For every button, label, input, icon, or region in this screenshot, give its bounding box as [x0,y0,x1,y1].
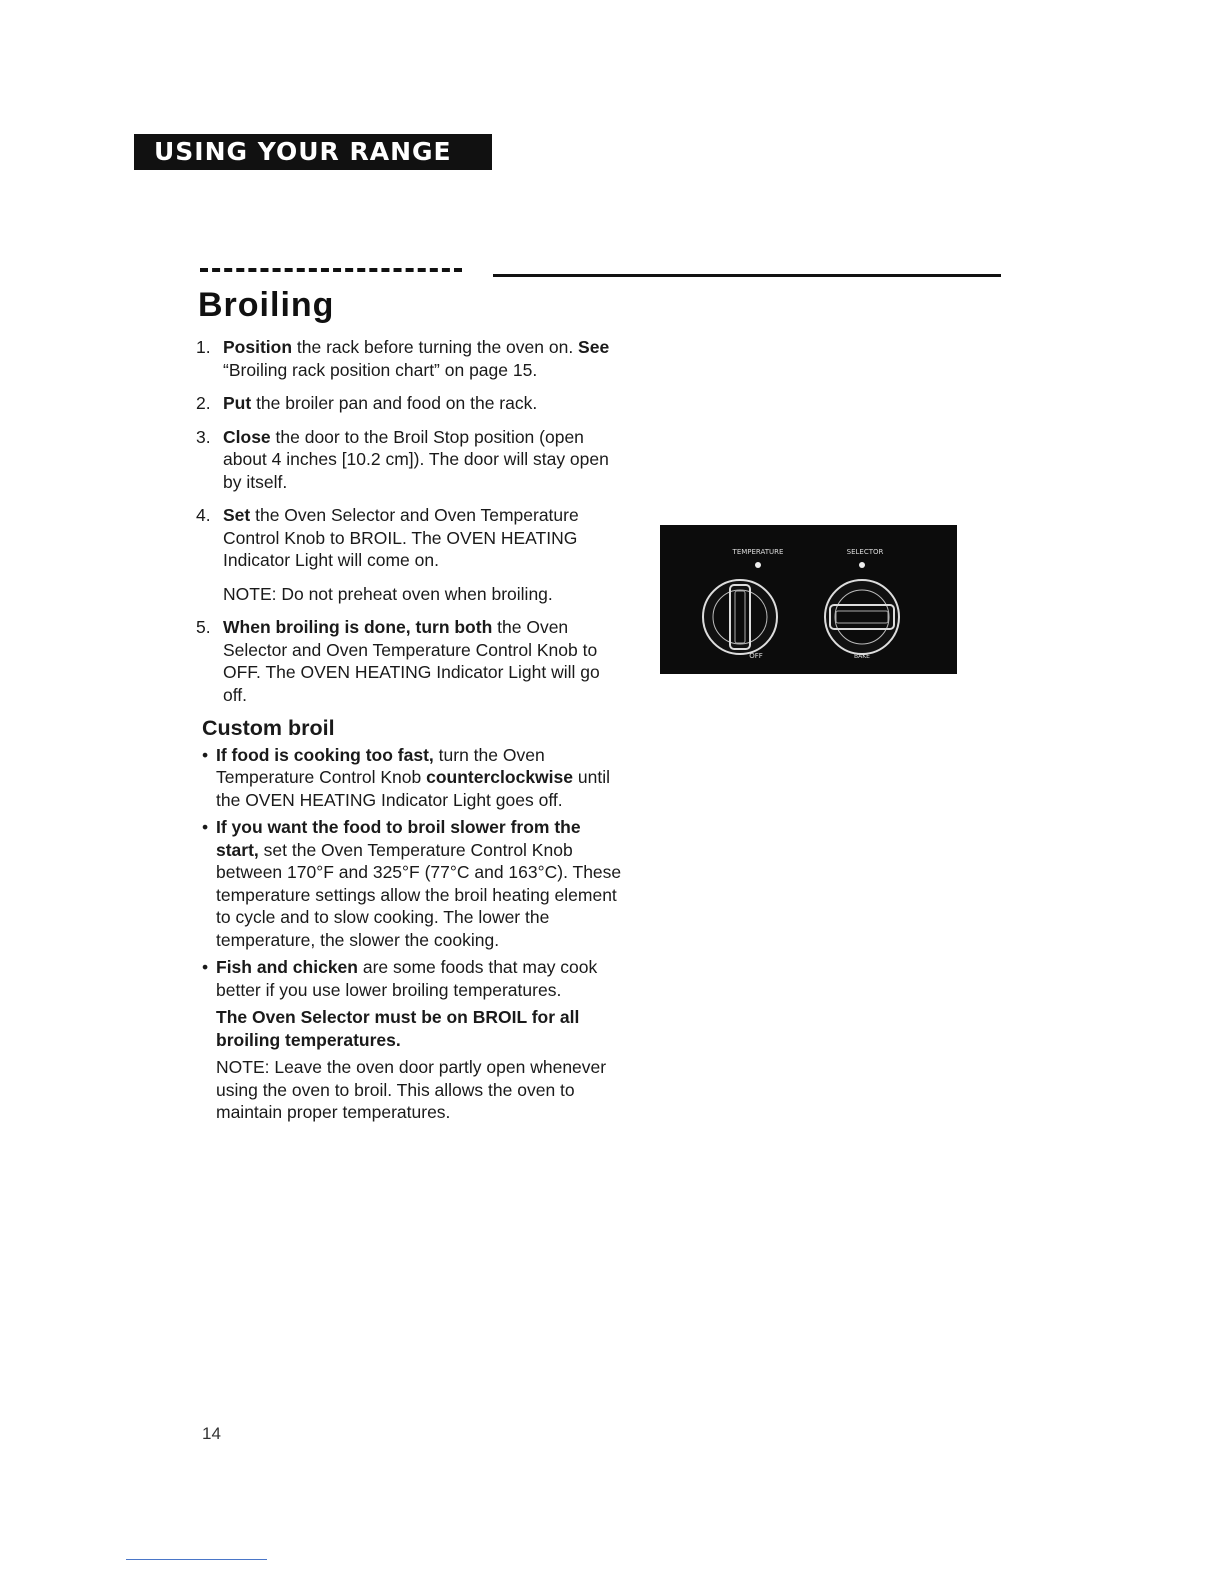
list-item [202,956,622,1001]
temperature-pointer [755,562,761,568]
step-number: 5. [196,617,211,637]
step-number: 4. [196,505,211,525]
step-text: the broiler pan and food on the rack. [251,393,538,413]
section-banner: USING YOUR RANGE [134,134,492,170]
selector-knob-label: SELECTOR [846,548,884,556]
bullet-text: turn the Oven Temperature Control Knob [216,744,545,787]
custom-broil-list [196,744,622,1124]
bullet-lead: counterclockwise [426,767,573,787]
step-lead: Position [223,337,293,357]
title-dashed-rule [200,268,462,272]
step-text: “Broiling rack position chart” on page 15. [223,359,538,380]
custom-broil-heading: Custom broil [202,716,335,740]
broiling-steps [196,336,622,1129]
bullet-text: are some foods that may cook better if you use lower broiling temperatures. [216,957,598,1000]
bullet-lead: If food is cooking too fast, [216,744,434,765]
step-text: the door to the Broil Stop position (open about 4 inches [10.2 cm]). The door will stay open by itself. [223,426,609,492]
list-item [202,816,622,951]
page-title: Broiling [198,286,335,324]
footer-rule [126,1559,267,1560]
step-lead: When broiling is done, turn both [223,617,493,637]
bullet-lead: Fish and chicken [216,957,358,977]
step-text: the rack before turning the oven on. [292,337,579,357]
step-4 [196,504,616,605]
title-rule [493,274,1001,277]
selector-pointer [859,562,865,568]
step-note: NOTE: Do not preheat oven when broiling. [223,583,553,604]
broil-warning [202,1006,622,1051]
bullet-text: set the Oven Temperature Control Knob between 170°F and 325°F (77°C and 163°C). These temperature settings allow the broil heating element to cycle and to slow cooking. The lower the temperature, the slower the cooking. [216,839,622,950]
step-5 [196,616,616,706]
oven-knobs-figure [660,525,957,674]
temperature-knob-label: TEMPERATURE [732,548,784,556]
bullet-lead: If you want the food to broil slower from the start, [216,817,581,860]
step-lead: Close [223,426,271,447]
step-number: 1. [196,337,211,357]
bullet-text: until the OVEN HEATING Indicator Light goes off. [216,767,610,810]
step-2 [196,392,616,415]
step-1 [196,336,616,381]
list-item [202,744,622,812]
broil-note: NOTE: Leave the oven door partly open whenever using the oven to broil. This allows the oven to maintain proper temperatures. [216,1057,607,1122]
step-number: 3. [196,426,211,447]
bullet-icon: • [202,744,209,765]
step-number: 2. [196,393,211,413]
temperature-knob-off-mark: OFF [749,652,763,660]
step-lead: Put [223,393,252,413]
bullet-icon: • [202,817,209,837]
temperature-knob [703,580,777,660]
page-number: 14 [202,1424,221,1443]
step-lead: Set [223,505,251,525]
step-text: the Oven Selector and Oven Temperature Control Knob to BROIL. The OVEN HEATING Indicator Light will come on. [223,505,579,570]
step-3 [196,426,616,494]
bullet-icon: • [202,957,209,977]
step-text: the Oven Selector and Oven Temperature Control Knob to OFF. The OVEN HEATING Indicator Light will go off. [223,617,600,705]
selector-knob-bake-mark: BAKE [854,653,870,660]
oven-knobs-illustration [660,525,957,674]
selector-knob [825,580,899,660]
step-lead: See [578,337,610,357]
warning-text: The Oven Selector must be on BROIL for all broiling temperatures. [216,1007,580,1050]
